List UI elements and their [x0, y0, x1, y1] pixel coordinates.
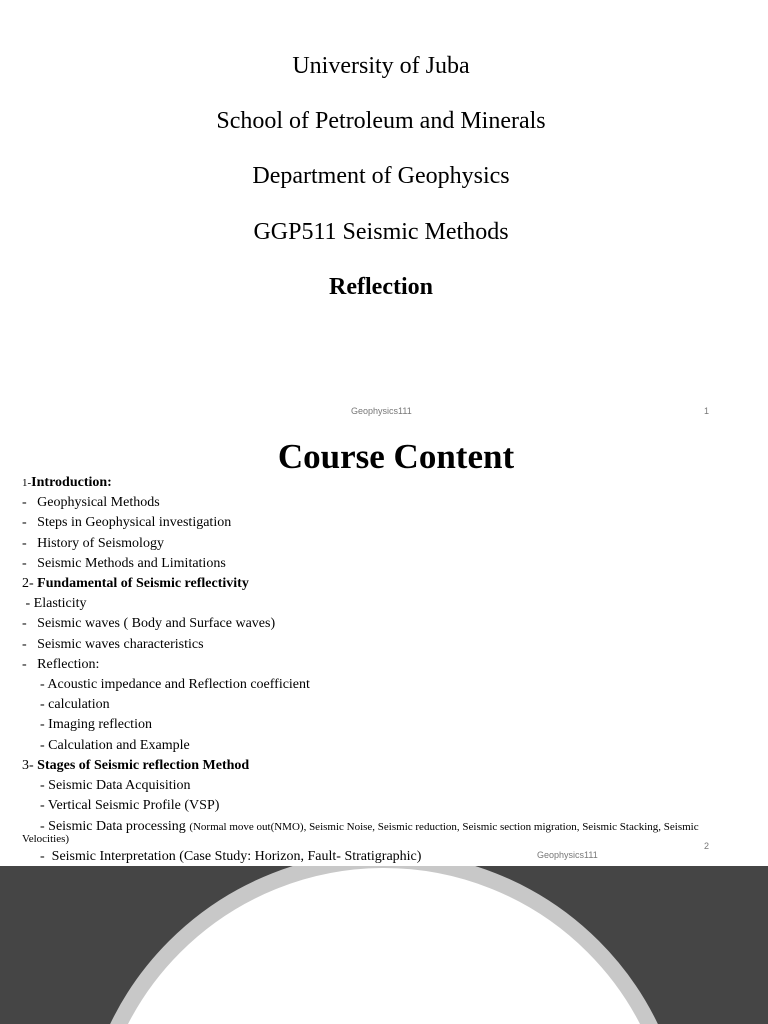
list-item: - calculation — [40, 697, 110, 713]
list-item: - Geophysical Methods — [22, 495, 160, 511]
list-item: - Reflection: — [22, 656, 100, 672]
list-item: - Seismic Data Acquisition — [40, 778, 191, 794]
slide-number: 1 — [704, 406, 710, 416]
list-item: - Seismic Methods and Limitations — [22, 555, 226, 571]
list-item: - Elasticity — [22, 596, 87, 612]
list-item: - Seismic waves characteristics — [22, 636, 204, 652]
course-content-title: Course Content — [277, 437, 515, 476]
slide-footer: Geophysics111 — [537, 850, 598, 860]
slide-footer: Geophysics111 — [351, 406, 412, 416]
list-item: - Seismic Interpretation (Case Study: Horizon, Fault- Stratigraphic) — [40, 849, 422, 865]
list-item: - Seismic Data processing (Normal move out(NMO), Seismic Noise, Seismic reduction, Seismic section migration, Seismic Stacking, Seismic Velocities) — [22, 819, 699, 846]
list-item: - Calculation and Example — [40, 737, 190, 753]
list-item: - Acoustic impedance and Reflection coefficient — [40, 677, 310, 693]
title-slide — [0, 0, 768, 430]
list-item: 2- Fundamental of Seismic reflectivity — [22, 576, 249, 592]
processing-details: (Normal move out(NMO), Seismic Noise, Seismic reduction, Seismic section migration, Seismic Stacking, Seismic Velocities) — [22, 821, 699, 846]
slide-topic: Reflection — [329, 274, 433, 300]
course-code: GGP511 Seismic Methods — [253, 219, 509, 245]
school-name: School of Petroleum and Minerals — [216, 108, 546, 134]
next-slide-background — [0, 866, 768, 1024]
list-item: 1-Introduction: — [22, 475, 112, 490]
department-name: Department of Geophysics — [252, 163, 510, 189]
list-item: 3- Stages of Seismic reflection Method — [22, 757, 250, 773]
university-name: University of Juba — [292, 53, 470, 79]
list-item: - History of Seismology — [22, 535, 164, 551]
course-content-slide — [0, 430, 768, 866]
list-item: - Vertical Seismic Profile (VSP) — [40, 798, 220, 814]
list-item: - Seismic waves ( Body and Surface waves) — [22, 616, 276, 632]
course-content-list — [22, 473, 722, 868]
slide-number: 2 — [704, 841, 710, 851]
list-item: - Steps in Geophysical investigation — [22, 515, 232, 531]
list-item: - Imaging reflection — [40, 717, 152, 733]
decorative-arc — [0, 866, 768, 1024]
